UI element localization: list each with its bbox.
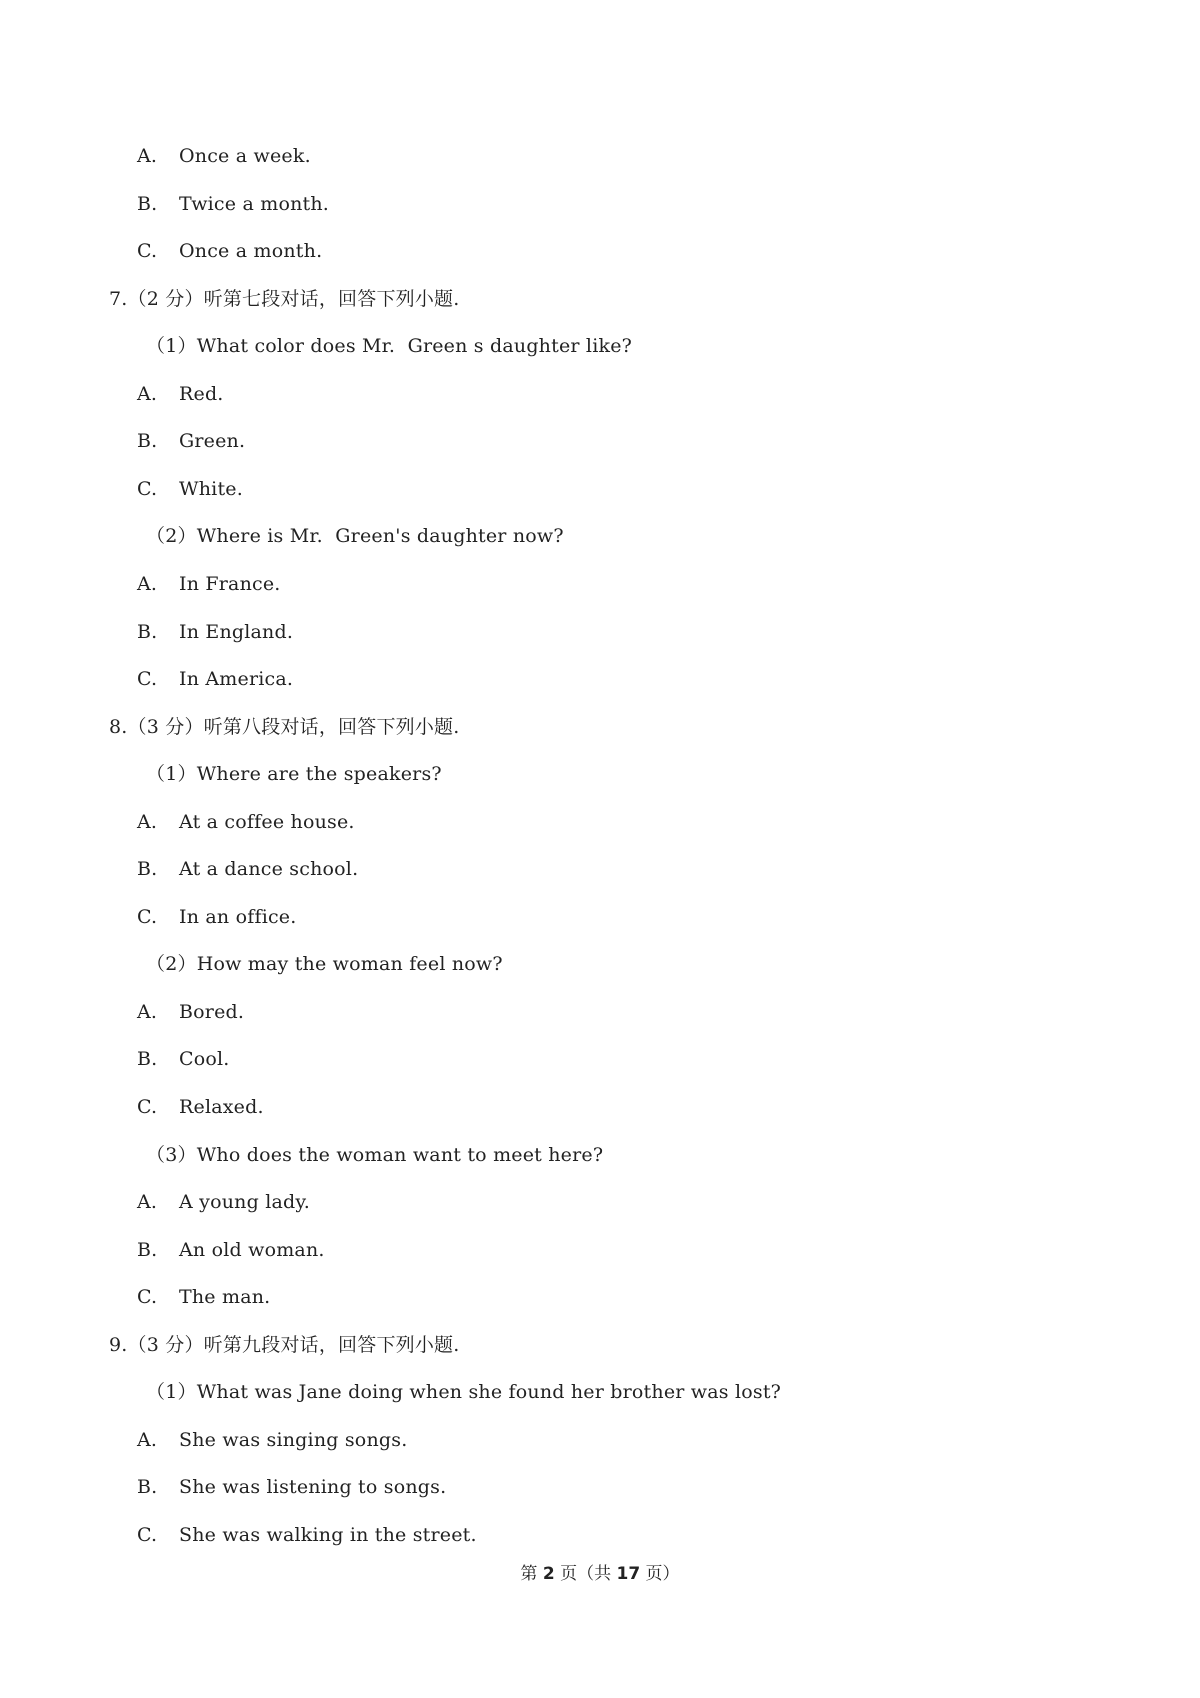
option-text: Relaxed.: [179, 1096, 264, 1118]
sub-question: （1）Where are the speakers?: [146, 763, 442, 785]
option-letter: A.: [137, 1429, 158, 1451]
option-letter: C.: [137, 1096, 158, 1118]
option-text: In England.: [179, 621, 294, 643]
sub-question: （1）What color does Mr. Green s daughter like?: [146, 335, 633, 357]
footer-total-pages: 17: [616, 1564, 641, 1584]
option-text: An old woman.: [179, 1239, 325, 1261]
footer-middle: 页（共: [554, 1564, 617, 1584]
option-text: Cool.: [179, 1048, 230, 1070]
option-letter: A.: [137, 811, 158, 833]
option-text: In America.: [179, 668, 294, 690]
option-letter: A.: [137, 383, 158, 405]
footer-prefix: 第: [520, 1564, 543, 1584]
option-text: The man.: [179, 1286, 271, 1308]
option-letter: C.: [137, 668, 158, 690]
option-letter: C.: [137, 906, 158, 928]
option-letter: C.: [137, 478, 158, 500]
option-letter: B.: [137, 1048, 158, 1070]
option-text: At a coffee house.: [179, 811, 355, 833]
option-letter: A.: [137, 1191, 158, 1213]
question-title: 9.（3 分）听第九段对话，回答下列小题.: [109, 1334, 460, 1356]
question-title: 7.（2 分）听第七段对话，回答下列小题.: [109, 288, 460, 310]
option-text: Twice a month.: [179, 193, 330, 215]
option-text: She was listening to songs.: [179, 1476, 447, 1498]
option-text: Bored.: [179, 1001, 245, 1023]
question-title: 8.（3 分）听第八段对话，回答下列小题.: [109, 716, 460, 738]
option-letter: A.: [137, 145, 158, 167]
option-text: A young lady.: [179, 1191, 311, 1213]
option-letter: A.: [137, 573, 158, 595]
sub-question: （2）Where is Mr. Green's daughter now?: [146, 525, 564, 547]
option-letter: B.: [137, 621, 158, 643]
sub-question: （3）Who does the woman want to meet here?: [146, 1144, 604, 1166]
option-text: Once a week.: [179, 145, 311, 167]
option-letter: B.: [137, 430, 158, 452]
sub-question: （1）What was Jane doing when she found her brother was lost?: [146, 1381, 782, 1403]
page-footer: [0, 1561, 1200, 1587]
option-letter: B.: [137, 1476, 158, 1498]
option-letter: A.: [137, 1001, 158, 1023]
option-text: In an office.: [179, 906, 297, 928]
option-text: Red.: [179, 383, 224, 405]
option-letter: C.: [137, 1524, 158, 1546]
option-text: She was walking in the street.: [179, 1524, 477, 1546]
option-text: Once a month.: [179, 240, 323, 262]
sub-question: （2）How may the woman feel now?: [146, 953, 503, 975]
option-text: In France.: [179, 573, 281, 595]
option-letter: B.: [137, 858, 158, 880]
option-letter: C.: [137, 1286, 158, 1308]
footer-suffix: 页）: [640, 1564, 680, 1584]
option-text: White.: [179, 478, 243, 500]
option-text: She was singing songs.: [179, 1429, 408, 1451]
option-text: Green.: [179, 430, 246, 452]
option-text: At a dance school.: [179, 858, 359, 880]
option-letter: C.: [137, 240, 158, 262]
option-letter: B.: [137, 1239, 158, 1261]
footer-page-number: 2: [542, 1564, 555, 1584]
option-letter: B.: [137, 193, 158, 215]
